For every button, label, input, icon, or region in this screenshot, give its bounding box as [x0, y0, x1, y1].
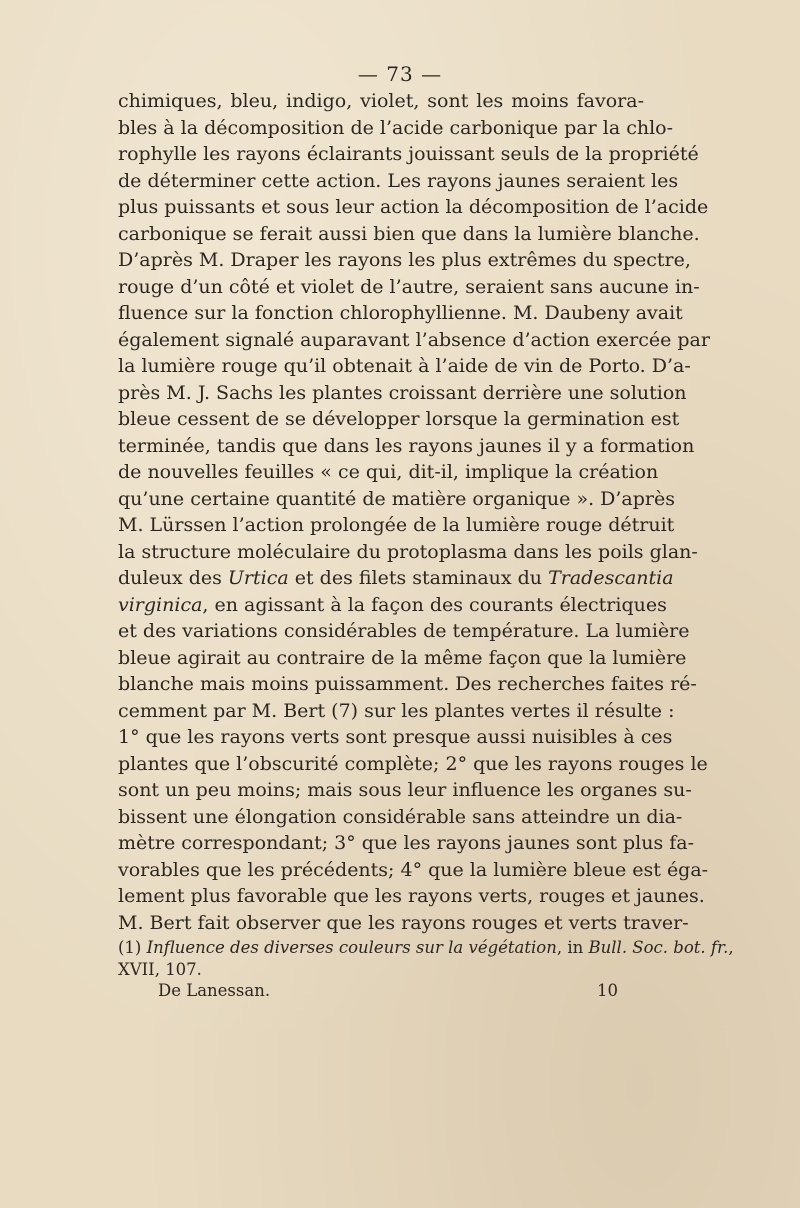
body-line: rouge d’un côté et violet de l’autre, seraient sans aucune in- — [118, 275, 700, 298]
body-line: 1° que les rayons verts sont presque aussi nuisibles à ces — [118, 726, 673, 748]
body-line: également signalé auparavant l’absence d’action exercée par — [118, 328, 710, 351]
footnote-marker: (1) — [118, 938, 142, 957]
body-line: sont un peu moins; mais sous leur influence les organes su- — [118, 779, 692, 801]
body-line: bleue cessent de se développer lorsque la germination est — [118, 408, 680, 430]
body-line: la lumière rouge qu’il obtenait à l’aide de vin de Porto. D’a- — [118, 355, 691, 377]
body-line: terminée, tandis que dans les rayons jaunes il y a formation — [118, 434, 695, 457]
body-line: de nouvelles feuilles « ce qui, dit-il, implique la création — [118, 461, 659, 483]
body-line: M. Lürssen l’action prolongée de la lumière rouge détruit — [118, 514, 675, 536]
body-line: et des variations considérables de température. La lumière — [118, 620, 690, 642]
body-line: vorables que les précédents; 4° que la lumière bleue est éga- — [118, 858, 709, 881]
signature-author: De Lanessan. — [158, 981, 271, 1000]
body-line: bissent une élongation considérable sans atteindre un dia- — [118, 805, 683, 828]
footnote — [118, 937, 734, 981]
body-line: lement plus favorable que les rayons verts, rouges et jaunes. — [118, 885, 705, 907]
body-line: de déterminer cette action. Les rayons jaunes seraient les — [118, 169, 679, 192]
footnote-in: , in — [556, 938, 584, 957]
body-line: plus puissants et sous leur action la décomposition de l’acide — [118, 196, 709, 218]
body-text — [118, 88, 710, 936]
body-line: cemment par M. Bert (7) sur les plantes vertes il résulte : — [118, 699, 675, 722]
body-line: fluence sur la fonction chlorophyllienne. M. Daubeny avait — [118, 302, 683, 324]
body-line: duleux des Urtica et des filets staminaux du Tradescantia — [118, 567, 674, 589]
body-line: carbonique se ferait aussi bien que dans la lumière blanche. — [118, 222, 700, 245]
body-line: blanche mais moins puissamment. Des recherches faites ré- — [118, 673, 697, 695]
signature-row — [158, 980, 618, 1002]
page-number: — 73 — — [357, 62, 443, 86]
body-line: près M. J. Sachs les plantes croissant derrière une solution — [118, 381, 687, 404]
body-line: M. Bert fait observer que les rayons rouges et verts traver- — [118, 911, 689, 934]
body-line: D’après M. Draper les rayons les plus extrêmes du spectre, — [118, 249, 691, 271]
body-line: bleue agirait au contraire de la même façon que la lumière — [118, 646, 687, 669]
body-line: qu’une certaine quantité de matière organique ». D’après — [118, 487, 675, 510]
body-line: rophylle les rayons éclairants jouissant seuls de la propriété — [118, 143, 699, 165]
body-line: plantes que l’obscurité complète; 2° que les rayons rouges le — [118, 752, 708, 775]
body-line: la structure moléculaire du protoplasma dans les poils glan- — [118, 540, 698, 563]
footnote-title: Influence des diverses couleurs sur la végétation — [146, 938, 557, 957]
body-line: mètre correspondant; 3° que les rayons jaunes sont plus fa- — [118, 832, 695, 854]
footnote-journal: Bull. Soc. bot. fr. — [588, 938, 729, 957]
footnote-line-2: XVII, 107. — [118, 960, 202, 979]
body-line: virginica, en agissant à la façon des courants électriques — [118, 593, 667, 616]
footnote-line-1: (1) Influence des diverses couleurs sur la végétation, in Bull. Soc. bot. fr., — [118, 938, 734, 957]
body-line: bles à la décomposition de l’acide carbonique par la chlo- — [118, 116, 674, 139]
body-line: chimiques, bleu, indigo, violet, sont les moins favora- — [118, 90, 644, 112]
signature-sheet-number: 10 — [597, 981, 618, 1000]
